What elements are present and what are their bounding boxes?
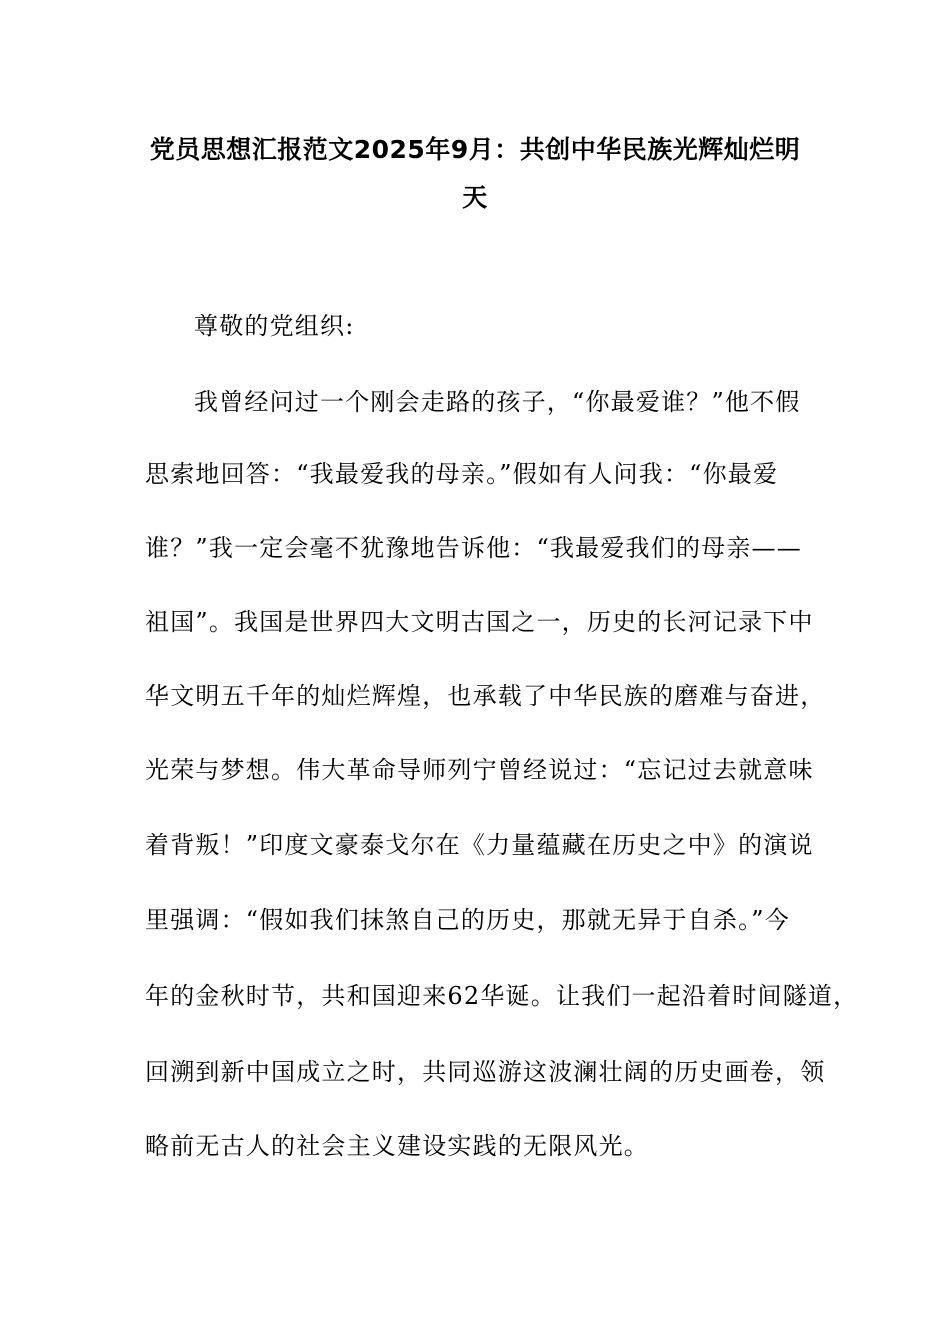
- paragraph-line-7: 着背叛！”印度文豪泰戈尔在《力量蕴藏在历史之中》的演说: [145, 831, 814, 859]
- paragraph-line-2: 思索地回答：“我最爱我的母亲。”假如有人问我：“你最爱: [145, 460, 779, 488]
- document-title: [120, 126, 830, 222]
- title-line-1: 党员思想汇报范文2025年9月：共创中华民族光辉灿烂明: [149, 135, 801, 164]
- paragraph-line-6: 光荣与梦想。伟大革命导师列宁曾经说过：“忘记过去就意味: [145, 756, 814, 784]
- paragraph-line-10: 回溯到新中国成立之时，共同巡游这波澜壮阔的历史画卷，领: [145, 1058, 826, 1086]
- title-line-2: 天: [462, 183, 488, 212]
- paragraph-line-9: 年的金秋时节，共和国迎来62华诞。让我们一起沿着时间隧道，: [145, 982, 859, 1010]
- paragraph-line-11: 略前无古人的社会主义建设实践的无限风光。: [145, 1132, 649, 1160]
- paragraph-line-4: 祖国”。我国是世界四大文明古国之一，历史的长河记录下中: [145, 608, 814, 636]
- salutation: 尊敬的党组织:: [194, 312, 355, 340]
- paragraph-line-1: 我曾经问过一个刚会走路的孩子，“你最爱谁？”他不假: [194, 388, 801, 416]
- paragraph-line-3: 谁？”我一定会毫不犹豫地告诉他：“我最爱我们的母亲——: [145, 534, 802, 562]
- paragraph-line-8: 里强调：“假如我们抹煞自己的历史，那就无异于自杀。”今: [145, 906, 790, 934]
- paragraph-line-5: 华文明五千年的灿烂辉煌，也承载了中华民族的磨难与奋进，: [145, 682, 826, 710]
